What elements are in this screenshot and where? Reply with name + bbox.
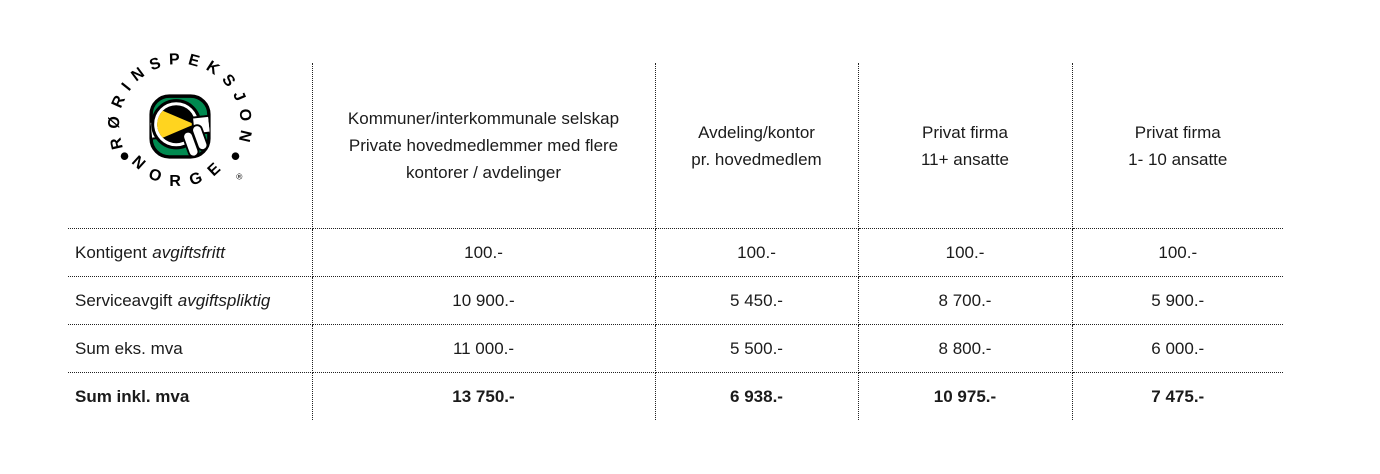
row-label bbox=[68, 325, 312, 373]
row-label-text: Sum inkl. mva bbox=[75, 386, 190, 406]
price-cell: 100.- bbox=[312, 229, 655, 277]
price-cell: 5 500.- bbox=[655, 325, 858, 373]
logo-right-bullet bbox=[232, 152, 240, 160]
price-cell: 8 700.- bbox=[858, 277, 1072, 325]
logo-arc-text: RØRINSPEKSJON bbox=[105, 51, 255, 151]
table-row-sum-inkl-mva bbox=[68, 373, 1283, 421]
pipe-inspection-logo-icon bbox=[104, 49, 256, 201]
header-line: Privat firma bbox=[922, 122, 1008, 142]
header-line: kontorer / avdelinger bbox=[406, 163, 561, 182]
row-label bbox=[68, 373, 312, 421]
header-line: Private hovedmedlemmer med flere bbox=[348, 136, 619, 155]
table-row-serviceavgift bbox=[68, 277, 1283, 325]
header-row bbox=[68, 63, 1283, 229]
header-line: Privat firma bbox=[1134, 122, 1221, 142]
header-line: pr. hovedmedlem bbox=[691, 149, 822, 169]
price-cell: 5 900.- bbox=[1072, 277, 1283, 325]
logo-bottom-text: NORGE bbox=[128, 152, 232, 190]
price-cell: 13 750.- bbox=[312, 373, 655, 421]
column-header-privat-11plus bbox=[858, 63, 1072, 229]
price-cell: 100.- bbox=[655, 229, 858, 277]
column-header-avdeling bbox=[655, 63, 858, 229]
price-cell: 8 800.- bbox=[858, 325, 1072, 373]
price-cell: 5 450.- bbox=[655, 277, 858, 325]
price-cell: 100.- bbox=[858, 229, 1072, 277]
rin-norge-logo bbox=[104, 49, 256, 201]
registered-trademark-symbol: ® bbox=[236, 171, 243, 182]
membership-price-table bbox=[68, 51, 1283, 420]
row-label bbox=[68, 229, 312, 277]
price-cell: 10 975.- bbox=[858, 373, 1072, 421]
logo-left-bullet bbox=[121, 152, 129, 160]
table-row-kontigent bbox=[68, 229, 1283, 277]
row-label-qualifier: avgiftspliktig bbox=[177, 290, 271, 310]
price-cell: 6 000.- bbox=[1072, 325, 1283, 373]
header-line: 1- 10 ansatte bbox=[1128, 149, 1228, 169]
row-label bbox=[68, 277, 312, 325]
row-label-text: Serviceavgift bbox=[75, 290, 173, 310]
price-cell: 6 938.- bbox=[655, 373, 858, 421]
table-row-sum-eks-mva bbox=[68, 325, 1283, 373]
price-cell: 11 000.- bbox=[312, 325, 655, 373]
row-label-qualifier: avgiftsfritt bbox=[152, 242, 226, 262]
header-line: 11+ ansatte bbox=[920, 149, 1010, 169]
price-cell: 100.- bbox=[1072, 229, 1283, 277]
row-label-text: Kontigent bbox=[75, 242, 147, 262]
price-cell: 7 475.- bbox=[1151, 386, 1205, 406]
header-line: Avdeling/kontor bbox=[698, 122, 815, 142]
column-header-privat-1-10 bbox=[1072, 63, 1283, 229]
column-header-kommuner bbox=[312, 63, 655, 229]
row-label-text: Sum eks. mva bbox=[75, 338, 183, 358]
logo-cell bbox=[68, 51, 312, 229]
price-cell: 10 900.- bbox=[312, 277, 655, 325]
header-line: Kommuner/interkommunale selskap bbox=[347, 109, 620, 128]
